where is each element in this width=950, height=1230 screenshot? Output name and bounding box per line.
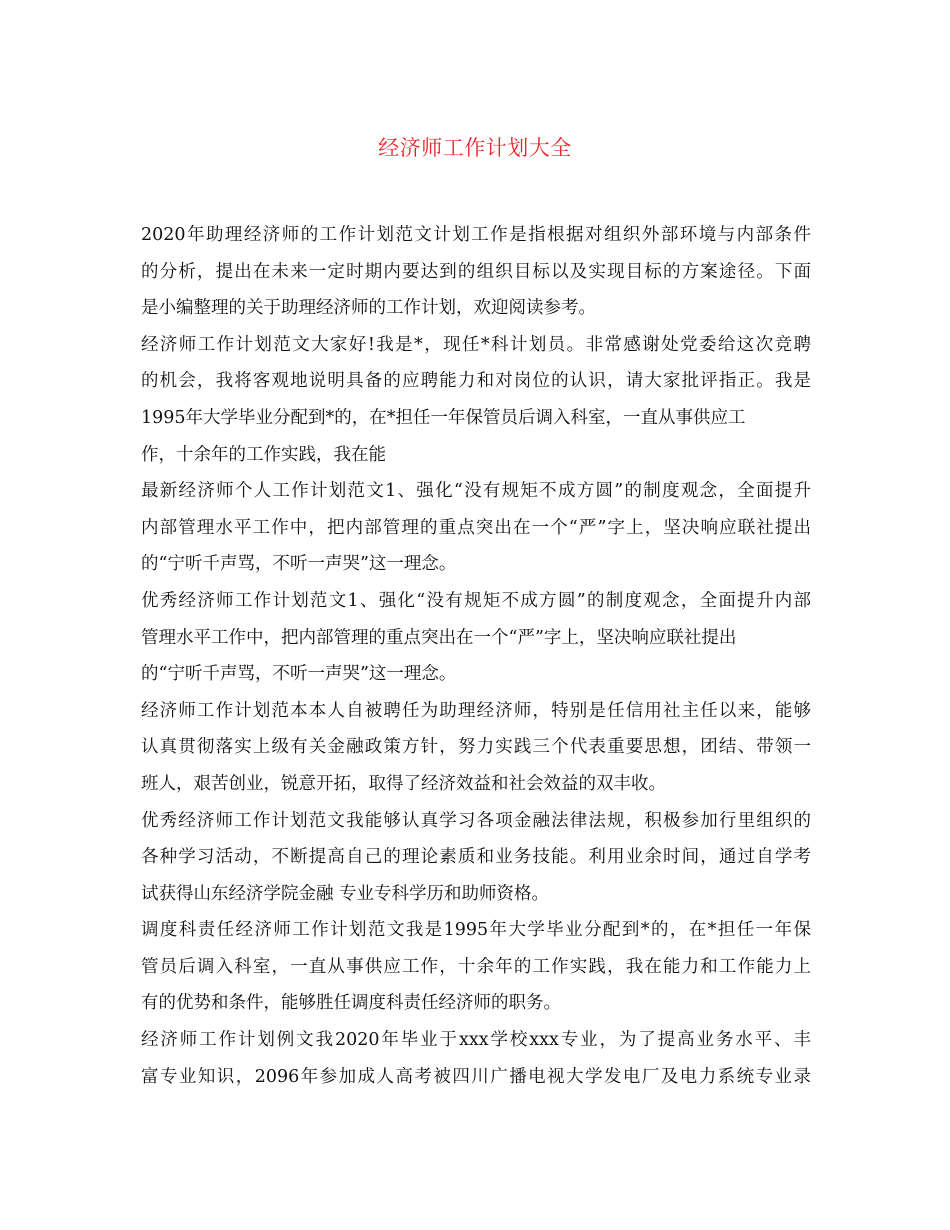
- text-line: 认真贯彻落实上级有关金融政策方针，努力实践三个代表重要思想，团结、带领一: [141, 737, 811, 758]
- text-line: 经济师工作计划例文我2020年毕业于xxx学校xxx专业，为了提高业务水平、丰: [141, 1030, 811, 1051]
- text-line: 调度科责任经济师工作计划范文我是1995年大学毕业分配到*的，在*担任一年保: [141, 920, 811, 941]
- text-line: 的“宁听千声骂，不听一声哭”这一理念。: [141, 664, 457, 685]
- document-body: [141, 217, 811, 1095]
- text-line: 作，十余年的工作实践，我在能: [141, 444, 386, 465]
- text-line: 的分析，提出在未来一定时期内要达到的组织目标以及实现目标的方案途径。下面: [141, 261, 811, 282]
- text-line: 管理水平工作中，把内部管理的重点突出在一个“严”字上，坚决响应联社提出: [141, 627, 737, 648]
- text-line: 经济师工作计划范文大家好!我是*，现任*科计划员。非常感谢处党委给这次竞聘: [141, 334, 811, 355]
- text-line: 试获得山东经济学院金融 专业专科学历和助师资格。: [141, 883, 550, 904]
- text-line: 各种学习活动，不断提高自己的理论素质和业务技能。利用业余时间，通过自学考: [141, 847, 811, 868]
- text-line: 1995年大学毕业分配到*的，在*担任一年保管员后调入科室，一直从事供应工: [141, 407, 746, 428]
- text-line: 优秀经济师工作计划范文1、强化“没有规矩不成方圆”的制度观念，全面提升内部: [141, 590, 811, 611]
- text-line: 最新经济师个人工作计划范文1、强化“没有规矩不成方圆”的制度观念，全面提升: [141, 481, 811, 502]
- text-line: 的“宁听千声骂，不听一声哭”这一理念。: [141, 554, 457, 575]
- text-line: 内部管理水平工作中，把内部管理的重点突出在一个“严”字上，坚决响应联社提出: [141, 517, 811, 538]
- document-title: 经济师工作计划大全: [378, 136, 572, 160]
- text-line: 富专业知识，2096年参加成人高考被四川广播电视大学发电厂及电力系统专业录: [141, 1066, 811, 1087]
- text-line: 经济师工作计划范本本人自被聘任为助理经济师，特别是任信用社主任以来，能够: [141, 700, 811, 721]
- text-line: 的机会，我将客观地说明具备的应聘能力和对岗位的认识，请大家批评指正。我是: [141, 371, 811, 392]
- text-line: 2020年助理经济师的工作计划范文计划工作是指根据对组织外部环境与内部条件: [141, 225, 811, 245]
- text-line: 有的优势和条件，能够胜任调度科责任经济师的职务。: [141, 993, 561, 1014]
- text-line: 优秀经济师工作计划范文我能够认真学习各项金融法律法规，积极参加行里组织的: [141, 810, 811, 831]
- text-line: 管员后调入科室，一直从事供应工作，十余年的工作实践，我在能力和工作能力上: [141, 956, 811, 977]
- text-line: 班人，艰苦创业，锐意开拓，取得了经济效益和社会效益的双丰收。: [141, 773, 666, 794]
- text-line: 是小编整理的关于助理经济师的工作计划，欢迎阅读参考。: [141, 298, 596, 319]
